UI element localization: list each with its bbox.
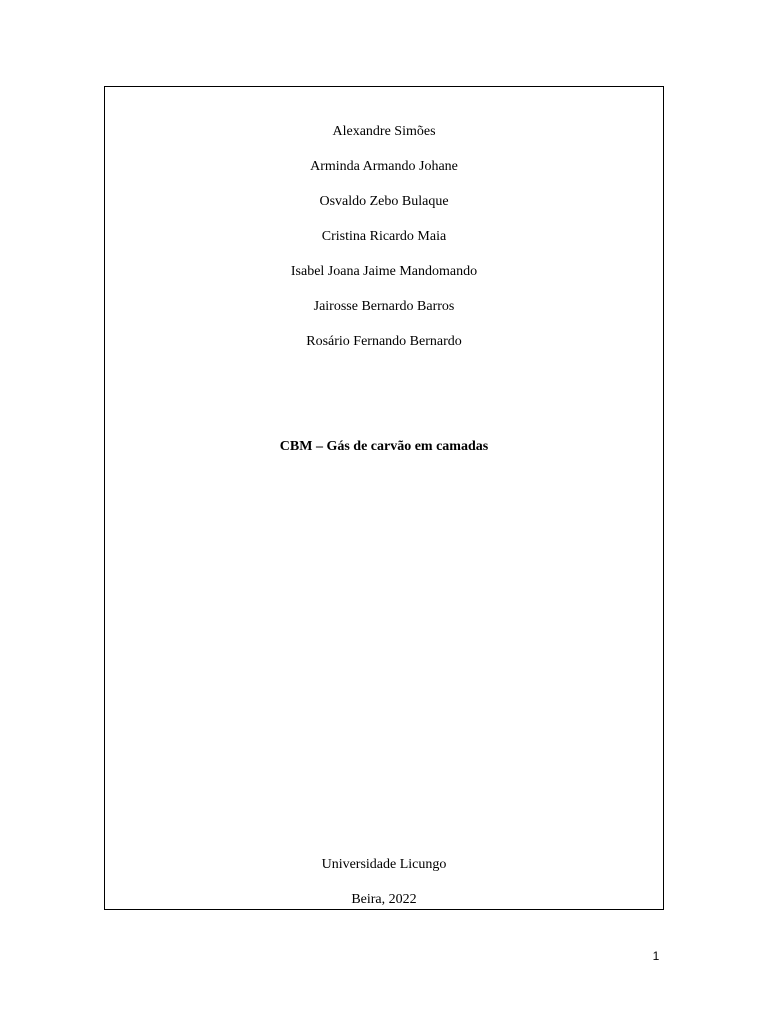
city-and-year: Beira, 2022 [351,892,417,907]
author-name: Osvaldo Zebo Bulaque [319,194,449,209]
document-title: CBM – Gás de carvão em camadas [279,439,489,454]
author-name: Arminda Armando Johane [310,159,458,174]
author-name: Alexandre Simões [332,124,436,139]
university-name: Universidade Licungo [321,857,447,872]
author-name: Isabel Joana Jaime Mandomando [290,264,478,279]
author-name: Cristina Ricardo Maia [321,229,447,244]
author-name: Rosário Fernando Bernardo [306,334,462,349]
page-number: 1 [652,949,660,963]
author-name: Jairosse Bernardo Barros [313,299,455,314]
cover-page-frame [104,86,664,910]
